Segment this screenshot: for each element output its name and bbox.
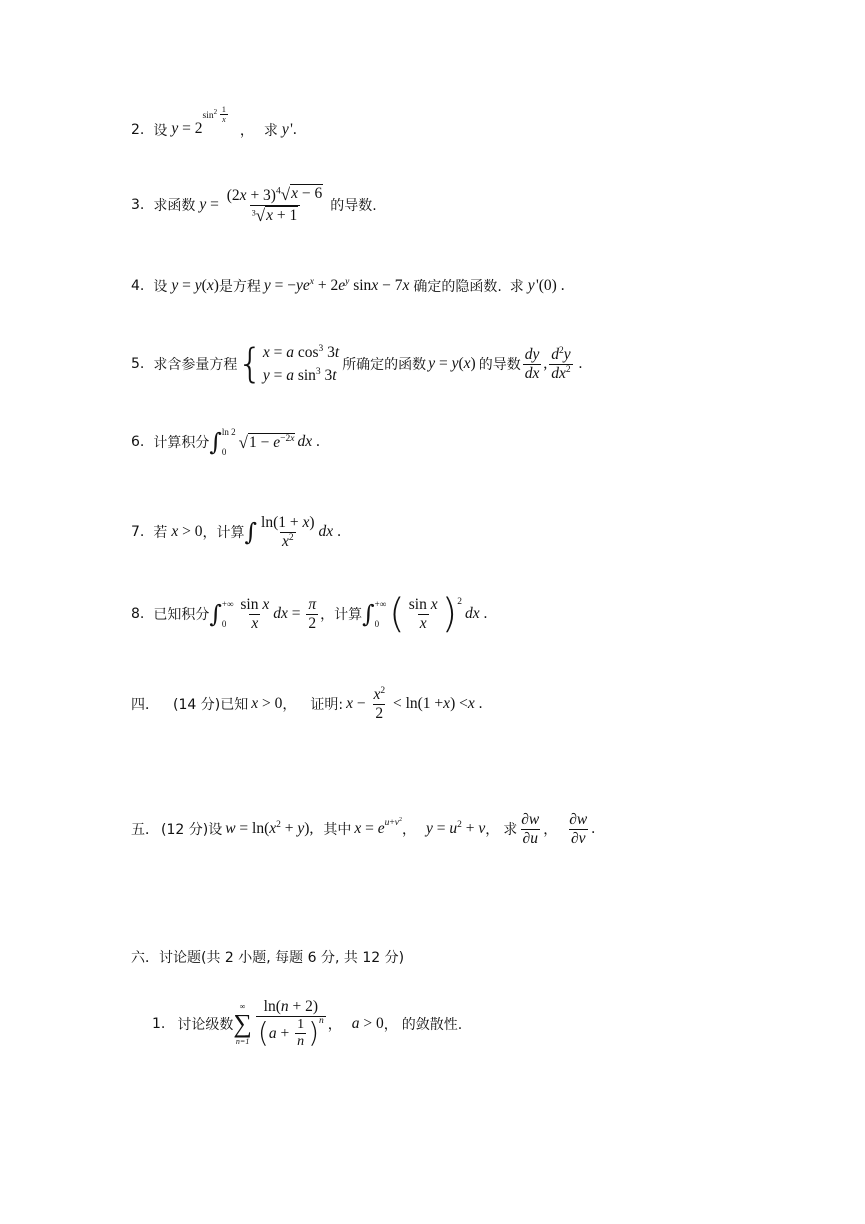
formula: y '. [281,121,297,138]
summation-sign: ∞ ∑ n=1 [233,1002,252,1046]
formula: $x = e^{u+v^2}$ [354,817,402,838]
problem-2 [131,105,297,140]
formula: $\frac{\partial w}{\partial v}$ . [569,811,596,847]
problem-text: 计算积分 [153,435,210,451]
problem-text: 的导数 [478,357,521,374]
formula: ∫ $\frac{\ln(1 + x)}{x^2}$ dx . [244,514,341,550]
formula: y '(0) . [527,277,565,294]
problem-text: ， [401,822,416,839]
problem-3 [131,184,377,226]
problem-text: 的导数. [330,198,377,215]
formula: a > 0 [351,1015,384,1032]
problem-text: 求 [509,279,524,295]
problem-text: 已知 [220,697,249,714]
problem-text: 已知积分 [153,607,210,623]
formula: $\frac{\partial w}{\partial u}$ [521,811,540,847]
problem-number: 3. [131,197,145,214]
problem-text: 的敛散性. [401,1017,463,1033]
formula: $w = \ln(x^2 + y)$, [225,820,314,838]
formula: y = y(x) [428,355,476,373]
formula: ∫ +∞ 0 ( $\frac{\text{sin x}}{x}$ ) $^2$ dx . [362,591,488,637]
problem-number: 6. [131,434,145,450]
question-5 [131,811,595,848]
integral-sign: ∫ [244,518,258,547]
problem-text: 求 [503,822,518,839]
question-6-1 [152,998,462,1050]
formula: ∫ +∞ 0 $\frac{\text{sin x}}{x}$ dx = $\frac{\pi}{2}$ [209,595,317,632]
problem-text: ， [485,822,500,839]
problem-text: 设 [208,822,223,839]
formula: y = $(2x + 3)^4$ √ x − 6 $^3$ √ x + 1 [199,184,323,226]
question-4 [131,686,482,723]
equation-system: x = a $\cos^3 3t$ y = a $\sin^3 3t$ [262,343,340,385]
problem-8 [131,591,488,637]
section-label: 四． [131,697,159,714]
question-6-heading [131,947,404,967]
problem-number: 5. [131,356,145,373]
problem-text: 若 [153,525,168,542]
problem-text: ， [383,1017,398,1033]
problem-text: 求 [263,123,278,139]
problem-text: ， [327,1017,342,1033]
formula: x − $\frac{x^2}{2}$ < ln(1 + x ) < x . [346,685,483,722]
formula: x > 0 [251,695,283,713]
problem-number: 1. [152,1016,166,1032]
left-brace: { [237,341,263,388]
problem-text: 其中 [323,822,352,839]
problem-number: 8. [131,606,145,622]
problem-text: 是方程 [218,279,261,295]
formula: ∫ ln 2 0 √ $1 - e^{-2x}$ dx . [209,427,320,457]
problem-7 [131,514,341,551]
integral-sign: ∫ [209,600,222,628]
points: (12 分) [161,822,209,839]
problem-text: 求函数 [153,198,196,215]
formula: $y = 2^{sin^2 \frac{1}{x}}$ [171,105,226,138]
formula: $y = -ye^x + 2e^y$ sinx − 7x [263,276,410,294]
problem-text: 设 [153,123,168,139]
problem-text: 所确定的函数 [342,357,427,374]
problem-text: 设 [153,279,168,295]
problem-5 [131,341,582,388]
points: (14 分) [173,697,221,714]
formula: ∞ ∑ n=1 ln(n + 2) ( a + $\frac{1}{n}$ ) $^n$ [233,998,324,1050]
section-heading: 六．讨论题(共 2 小题, 每题 6 分, 共 12 分) [131,950,405,966]
problem-text: ，计算 [202,525,245,542]
problem-text: 求含参量方程 [153,357,238,374]
integral-sign: ∫ [209,428,222,456]
problem-number: 2. [131,122,145,138]
formula: $\frac{dy}{dx}$ , $\frac{d^2y}{dx^2}$ . [524,345,583,382]
problem-text: 讨论级数 [177,1017,234,1033]
formula: x > 0 [171,523,203,541]
formula: y = y(x) [171,277,219,294]
problem-number: 4. [131,278,145,294]
problem-text: ， [543,822,558,839]
section-label: 五． [131,822,159,839]
problem-text: ， [239,123,254,139]
problem-text: 确定的隐函数. [413,279,502,295]
integral-sign: ∫ [362,600,375,628]
problem-6 [131,427,320,457]
problem-text: ，计算 [320,607,363,623]
problem-text: ， [282,697,297,714]
problem-4 [131,276,565,296]
problem-number: 7. [131,524,145,541]
formula: $y = u^2 + v$ [425,820,486,838]
problem-text: 证明: [310,697,344,714]
